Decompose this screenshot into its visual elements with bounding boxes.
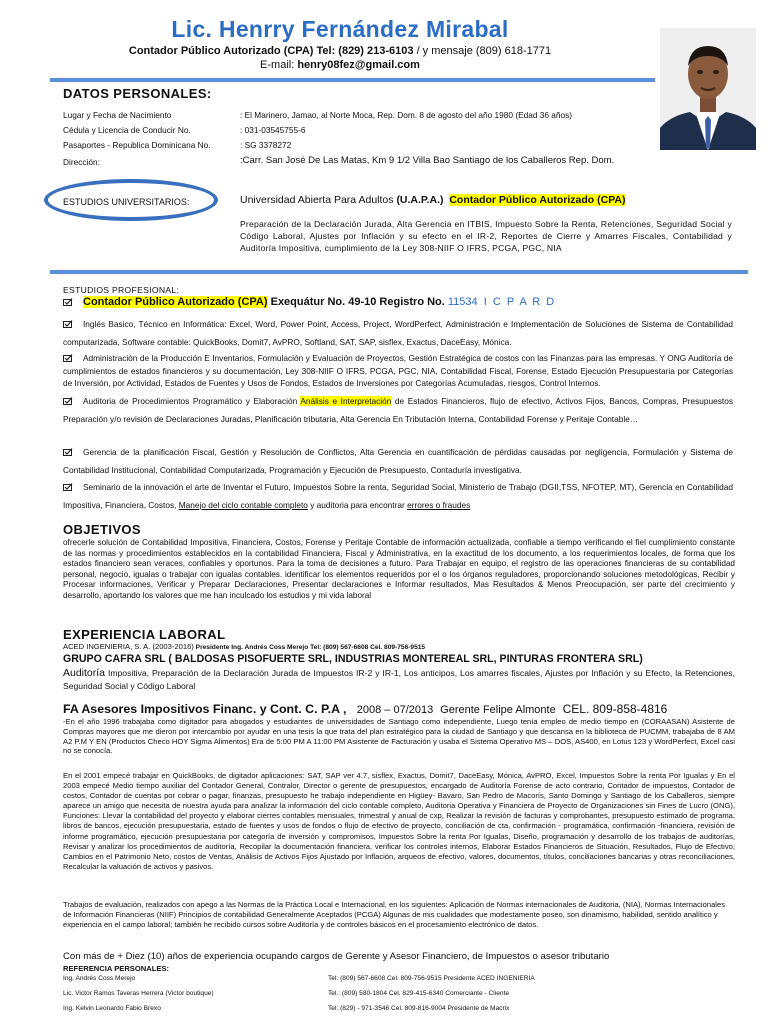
top-divider: [50, 78, 655, 82]
title-phone: Contador Público Autorizado (CPA) Tel: (829) 213-6103: [128, 45, 414, 57]
contact-line: [0, 45, 680, 57]
checkbox-bullet-icon: [63, 445, 73, 453]
personal-value: : El Marinero, Jamao, al Norte Moca, Rep. Dom. 8 de agosto del año 1980 (Edad 36 años): [240, 110, 573, 120]
personal-label: Dirección:: [63, 157, 100, 167]
checkbox-bullet-icon: [63, 317, 73, 325]
prof-item: [63, 316, 733, 351]
fa-manager: Gerente Felipe Almonte: [440, 704, 556, 716]
fa-text-3: Trabajos de evaluación, realizados con apego a las Normas de la Práctica Local e Internacional, en los siguientes: Aplicación de Normas internacionales de Auditoria, (NIA), Normas Internacionales de Información Financieras (NIIF) Principios de contabilidad Generalmente Aceptados (PCGA) Algunas de mis cualidades que modestamente poseo, son dinamismo, habilidad, sentido analítico y experiencia en el campo laboral; también he recibido cursos sobre Auditoría y de controles básicos en el procesamiento electrónico de datos.: [63, 900, 726, 930]
univ-school: Universidad Abierta Para Adultos: [240, 194, 397, 206]
phone-secondary: / y mensaje (809) 618-1771: [413, 45, 552, 57]
cafra-desc-lead: Auditoría: [63, 667, 106, 679]
prof-cpa-line: [63, 296, 556, 308]
email-label: E-mail:: [260, 59, 298, 71]
ref-name: Ing. Andrés Coss Merejo: [63, 975, 136, 982]
personal-value: :Carr. San José De Las Matas, Km 9 1/2 Villa Bao Santiago de los Caballeros Rep. Dom.: [240, 155, 615, 166]
univ-line: [240, 194, 626, 206]
personal-heading: DATOS PERSONALES:: [63, 86, 212, 101]
cafra-company: GRUPO CAFRA SRL ( BALDOSAS PISOFUERTE SRL, INDUSTRIAS MONTEREAL SRL, PINTURAS FRONTERA SRL): [63, 653, 643, 665]
prof-item: [63, 479, 733, 514]
personal-label: Lugar y Fecha de Nacimiento: [63, 110, 172, 120]
fa-text-1: -En el año 1996 trabajaba como digitador para abogados y estudiantes de universidades de Santiago como independiente, Luego tenía empleo de medio tiempo en (CORAASAN) Asistente de Compras mayores que me dieron por intercambio por ayudar en una tesis la que trata del plan estratégico para la ciudad de Santiago y que descansa en la biblioteca de PUCMM, trabajaba de 8 AM A2 P.M Y EN (Productos Checo HOY Sigma Alimentos) Era de 5:00 PM A 11:00 PM Asistente de Facturación y usaba el Sistema Operativo MS – DOS, AS400, en Lotus 123 y WordPerfect, Excel casi no se conocía.: [63, 717, 735, 756]
checkbox-bullet-icon: [63, 394, 73, 402]
fa-company: FA Asesores Impositivos Financ. y Cont. C. P.A ,: [63, 702, 347, 716]
aced-president: Presidente Ing. Andrés Coss Merejo Tel: (809) 567-6608 Cel. 809-756-9515: [193, 644, 426, 651]
prof-item-text: Administración de la Producción E Inventarios, Formulación y Evaluación de Proyectos, Gestión Estratégica de costos con las Finanzas para las empresas. Y ONG Auditoría de cumplimientos de estados financieros y su documentación, Ley 308-NIIF O IFRS, PCGA, PGC, NIA, Contabilidad Fiscal, Forense, Estado Ejecución Presupuestaria por Categorías de Inversión, por Actividad, Estados de Fuentes y Usos de Fondos, Estados de Inversiones por Categorías Acumuladas, riesgos, Control Internos.: [63, 353, 733, 388]
cafra-desc-text: Impositiva, Preparación de la Declaración Jurada de Impuestos IR-2 y IR-1, Los anticipos, Los amarres fiscales, Ajustes por Inflación y su Efecto, la Retenciones, Seguridad Social y Código Laboral: [63, 668, 735, 691]
prof-cpa: Contador Público Autorizado (CPA): [83, 296, 268, 308]
email-address[interactable]: henry08fez@gmail.com: [297, 59, 420, 71]
checkbox-bullet-icon: [63, 353, 73, 361]
prof-item-text: de Estados Financieros, flujo de efectivo, Activos Fijos, Bancos, Compras, Presupuestos Preparación y/o revisión de Declaraciones Juradas, Planificación tributaria, Alta Gerencia En Tributación Interna, Contabilidad Forense y Peritaje Contable…: [63, 396, 733, 424]
univ-degree: Contador Público Autorizado (CPA): [449, 194, 626, 206]
prof-exequatur: Exequátur No. 49-10 Registro No.: [267, 296, 448, 308]
aced-line: [63, 642, 425, 651]
aced-company: ACED INGENIERIA, S. A. (2003-2016): [63, 642, 194, 651]
ref-info: Tel: (829) - 971-3546 Cel. 809-816-9004 Presidente de Macrix: [328, 1005, 510, 1012]
prof-item: [63, 352, 733, 390]
fa-line: [63, 702, 667, 716]
prof-item-highlight: Análisis e Interpretación: [300, 396, 392, 406]
ref-name: Lic. Victor Ramos Taveras Herrera (Victor boutique): [63, 990, 214, 997]
univ-description: Preparación de la Declaración Jurada, Alta Gerencia en ITBIS, Impuesto Sobre la Renta, Retenciones, Seguridad Social y Código Laboral, Ajustes por Inflación y su efecto en el IR-2, Reportes de Cierre y Amarres Fiscales, Contabilidad y Auditoría Impositiva, cumplimiento de la Ley 308-NIIF O IFRS, PCGA, PGC, NIA: [240, 219, 732, 253]
cafra-description: [63, 667, 735, 693]
prof-item-underline: Manejo del ciclo contable completo: [178, 499, 308, 510]
email-line: [0, 59, 680, 71]
prof-item-underline: errores o fraudes: [407, 499, 471, 510]
ref-name: Ing. Kelvin Leonardo Fabio Brexo: [63, 1005, 161, 1012]
ref-info: Tel.: (809) 580-1804 Cel. 829-415-6340 Comerciante - Cliente: [328, 990, 510, 997]
checkbox-bullet-icon: [63, 480, 73, 488]
prof-item-text: Auditoria de Procedimientos Programático y Elaboración: [83, 396, 301, 406]
fa-dates: 2008 – 07/2013: [356, 704, 434, 716]
personal-label: Cédula y Licencia de Conducir No.: [63, 125, 191, 135]
experiencia-heading: EXPERIENCIA LABORAL: [63, 627, 226, 642]
prof-item-text: Inglés Basico, Técnico en Informática: Excel, Word, Power Point, Access, Project, WordPerfect, Administración e Implementación de Soluciones de Sistema de Contabilidad computarizada, Software contable: QuickBooks, Domit7, AvPRO, Softland, SAT, SAP, sisflex, Exactus, DaceEasy, Mónica.: [63, 319, 733, 347]
checkbox-bullet-icon: [63, 297, 73, 305]
fa-cellphone: CEL. 809-858-4816: [562, 702, 668, 716]
prof-registro: 11534: [447, 296, 478, 308]
prof-item: [63, 393, 733, 428]
fa-text-4: Con más de + Diez (10) años de experiencia ocupando cargos de Gerente y Asesor Financiero, de Impuestos o asesor tributario: [63, 951, 610, 962]
prof-item: [63, 444, 733, 479]
prof-item-text: Gerencia de la planificación Fiscal, Gestión y Resolución de Conflictos, Alta Gerencia en cuantificación de pérdidas causadas por negligencia, Formulación y Sistema de Contabilidad Institucional, Contabilidad Computarizada, Programación y Ejecución de Presupuesto, Contaduría investigativa.: [63, 447, 733, 475]
prof-heading: ESTUDIOS PROFESIONAL:: [63, 285, 180, 295]
refs-heading: REFERENCIA PERSONALES:: [63, 964, 170, 973]
univ-school-abbr: (U.A.P.A.): [396, 194, 444, 206]
personal-value: : SG 3378272: [240, 140, 292, 150]
portrait-photo: [660, 28, 756, 150]
personal-value: : 031-03545755-6: [240, 125, 306, 135]
ref-info: Tel: (809) 567-6608 Cel. 809-756-9515 Presidente ACED INGENIERIA: [328, 975, 535, 982]
personal-label: Pasaportes - Republica Dominicana No.: [63, 140, 211, 150]
profile-photo: [660, 28, 756, 150]
objetivos-heading: OBJETIVOS: [63, 522, 142, 537]
section-divider: [50, 270, 748, 274]
prof-item-text: y auditoria para encontrar: [307, 499, 408, 510]
fa-text-2: En el 2001 empecé trabajar en QuickBooks, de digitador aplicaciones: SAT, SAP ver 4.7, sisflex, Exactus, Domit7, DaceEasy, Mónica, AvPRO, Excel, Impuestos Sobre la renta Por Igualas y En el 2003 empecé Medio tiempo auxiliar del Contador General, Contralor, Director o gerente de presupuestos, encargado de Auditoría Forense de acto contrario, Contador de impuestos, Contador de costos, Contador de cuentas por cobrar o pagar, finanzas, presupuesto he trabajo independiente en Higüey- Bavaro, San Pedro de Macorís, Santo Domingo y Santiago de los Caballeros, siempre aparece un amigo que necesita de nuestra ayuda para analizar la información del ciclo contable completo, Auditoria Operativa y Financiera de Proyecto de Organizaciones sin Fines de Lucro (ONG), Funciones: Llevar la contabilidad del proyecto y elaborar cierres contables mensuales, trimestral y anual de cxp, Realizar la revisión de facturas y comprobantes, presupuesto estimado de programa, libros de bancos, ejecución presupuestaria, estado de fuentes y usos de fondos o flujo de efectivo de proyecto, conciliación de cta, confirmación - programática, confirmación -financiera, revisión de informe programático, ejecución presupuestaria por categoría de inversión y compromisos, Impuestos Sobre la renta Por Igualas, Diseño, programación y desarrollo de los trabajos de auditorías, Revisar y analizar los procedimientos de auditoría, Recopilar la documentación financiera, verificar los controles internos, Elaborar Estados Financieros de Situación, Resultados, Flujo de Efectivo, Cambios en el Patrimonio Neto, costos de Ventas, Análisis de Activos Fijos Ajustado por Inflación, arqueos de efectivo, valores, documentos, títulos, conciliaciones bancarias y otras reconciliaciones, Recalcular la valuación de activos y pasivos.: [63, 771, 735, 871]
objetivos-text: ofrecerle solución de Contabilidad Impositiva, Financiera, Costos, Forense y Peritaje Contable de información actualizada, confiable a tiempo verificando el fiel cumplimiento constante de las normas y procedimientos establecidos en la contabilidad Financiera, Fiscal y Administrativa, en la exactitud de los documento, a los requerimientos locales, de forma que los estados financiero sean veraces, confiables y oportunos. Para la toma de decisiones a futuro. Para Trabajar en equipo, el registro de las operaciones financieras de su contabilidad personal, negocio, igualas o trabajar con igualas contables. identificar los elementos requeridos por el o los órganos reguladores, proporcionando soluciones metodológicas, Recibir y Procesar informaciones, Verificar y Preparar Declaraciones, Presentar declaraciones e Informar resultados, Mas Resultados & Menos Preocupación, ser parte del crecimiento y desarrollo, aportando los valores que me han inculcado los estudios y mi vida laboral: [63, 538, 735, 600]
prof-item-text: Seminario de la innovación el arte de Inventar el Futuro, Impuestos Sobre la renta, Seguridad Social, Ministerio de Trabajo (DGII,TSS, NFOTEP, MT), Gerencia en Contabilidad Impositiva, Financiera, Costos,: [63, 482, 733, 510]
candidate-name: Lic. Henrry Fernández Mirabal: [171, 16, 509, 42]
prof-icpard: I C P A R D: [483, 296, 556, 308]
univ-label: ESTUDIOS UNIVERSITARIOS:: [63, 197, 190, 207]
